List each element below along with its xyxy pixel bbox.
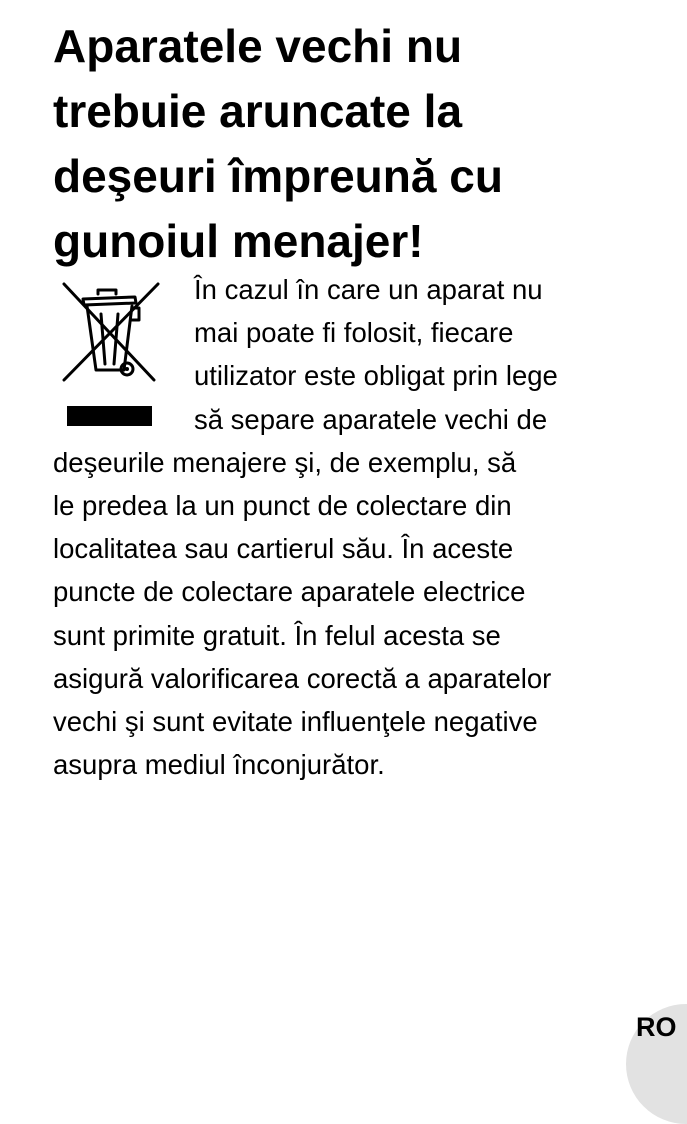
- text-line: asigură valorificarea corectă a aparatelor: [53, 662, 552, 694]
- title-line: deşeuri împreună cu: [53, 150, 503, 202]
- text-line: mai poate fi folosit, fiecare: [194, 317, 514, 349]
- text-line: utilizator este obligat prin lege: [194, 360, 558, 392]
- disposal-instructions: [53, 268, 653, 786]
- text-line: În cazul în care un aparat nu: [194, 274, 543, 305]
- text-line: sunt primite gratuit. În felul acesta se: [53, 619, 501, 651]
- text-line: vechi şi sunt evitate influenţele negative: [53, 706, 538, 738]
- title-line: trebuie aruncate la: [53, 85, 463, 137]
- text-line: le predea la un punct de colectare din: [53, 490, 512, 522]
- text-line: să separe aparatele vechi de: [194, 403, 548, 435]
- language-tab-label: RO: [636, 1012, 677, 1042]
- text-line: asupra mediul înconjurător.: [53, 749, 385, 781]
- text-line: localitatea sau cartierul său. În aceste: [53, 533, 514, 565]
- text-line: deşeurile menajere şi, de exemplu, să: [53, 446, 517, 478]
- title-line: Aparatele vechi nu: [53, 20, 463, 72]
- page-title: [53, 14, 653, 274]
- text-line: puncte de colectare aparatele electrice: [53, 576, 526, 608]
- title-line: gunoiul menajer!: [53, 215, 424, 267]
